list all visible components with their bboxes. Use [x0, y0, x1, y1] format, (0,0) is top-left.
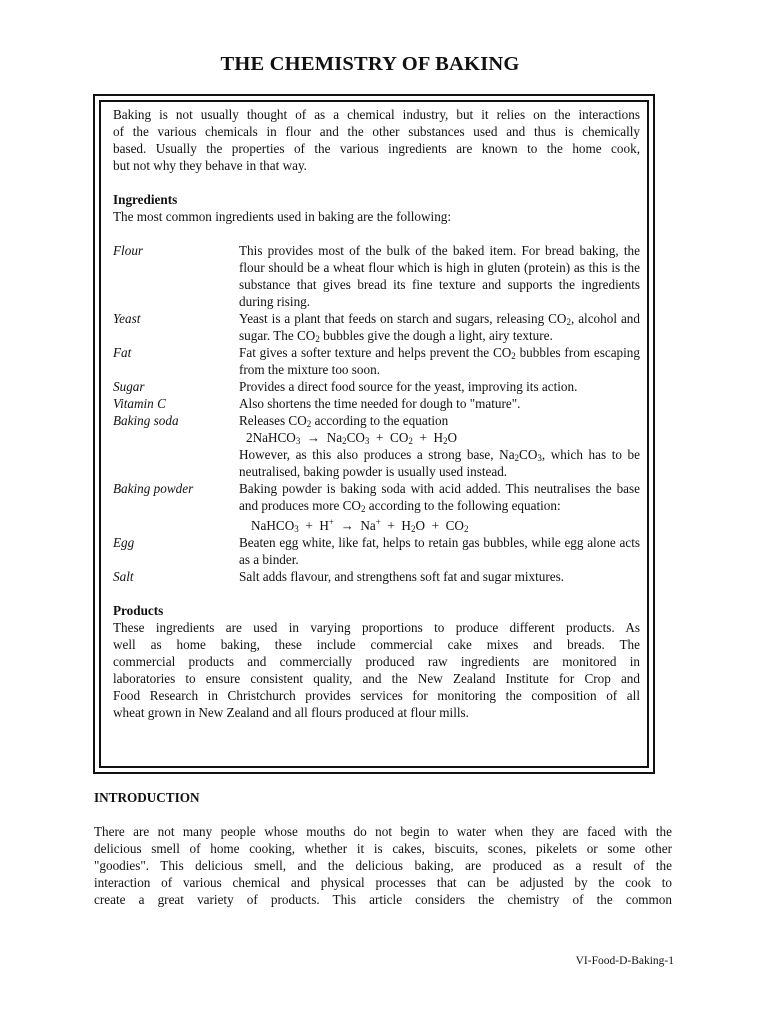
ingredient-row-yeast — [113, 310, 640, 344]
introduction-paragraph — [94, 823, 672, 908]
products-line: wheat grown in New Zealand and all flours produced at flour mills. — [113, 705, 469, 720]
ingredients-heading: Ingredients — [113, 192, 178, 207]
ingredient-term: Flour — [113, 243, 144, 258]
page-title: THE CHEMISTRY OF BAKING — [220, 53, 520, 75]
ingredients-intro: The most common ingredients used in baking are the following: — [113, 209, 452, 224]
ingredient-row-salt — [113, 568, 640, 585]
introduction-line: create a great variety of products. This article considers the chemistry of the common — [94, 892, 672, 907]
ingredient-desc: Also shortens the time needed for dough to "mature". — [239, 396, 521, 411]
intro-line: of the various chemicals in flour and the other substances used and thus is chemically — [113, 124, 640, 139]
introduction-line: There are not many people whose mouths do not begin to water when they are faced with the — [94, 824, 672, 839]
ingredient-term: Yeast — [113, 311, 141, 326]
ingredient-row-baking-powder — [113, 480, 640, 534]
ingredient-term: Fat — [113, 345, 132, 360]
ingredient-desc: Yeast is a plant that feeds on starch and sugars, releasing $CO_2$, alcohol and sugar. The $CO_2$ bubbles give the dough a light, airy texture. — [239, 311, 640, 344]
products-heading: Products — [113, 603, 164, 618]
ingredient-term: Egg — [113, 535, 135, 550]
ingredient-term: Sugar — [113, 379, 145, 394]
ingredient-row-egg — [113, 534, 640, 568]
products-line: These ingredients are used in varying proportions to produce different products. As — [113, 620, 640, 635]
ingredient-term: Baking soda — [113, 413, 179, 428]
ingredient-desc: Releases $CO_2$ according to the equation 2NaHCO$_3$ → $Na_2CO_3 + CO_2 + H_2O$ However, as this also produces a strong base, $Na_2CO_3$, which has to be neutralised, baking powder is usually used instead. — [239, 413, 640, 479]
ingredient-desc: Baking powder is baking soda with acid added. This neutralises the base and produces more $CO_2$ according to the following equation: NaHCO$_3$ + $H^+ \to Na^+ + H_2O + CO_2$ — [239, 481, 640, 534]
ingredient-row-fat — [113, 344, 640, 378]
intro-line: but not why they behave in that way. — [113, 158, 307, 173]
ingredient-row-vitamin-c — [113, 395, 640, 412]
products-line: well as home baking, these include commercial cake mixes and breads. The — [113, 637, 640, 652]
ingredient-desc: Provides a direct food source for the yeast, improving its action. — [239, 379, 578, 394]
ingredient-term: Vitamin C — [113, 396, 166, 411]
introduction-line: interaction of various chemical and physical processes that can be adjusted by the cook to — [94, 875, 672, 890]
ingredient-term: Salt — [113, 569, 134, 584]
introduction-line: delicious smell of home cooking, whether it is cakes, biscuits, scones, pikelets or some other — [94, 841, 672, 856]
page-footer: VI-Food-D-Baking-1 — [575, 955, 674, 967]
ingredient-desc: Fat gives a softer texture and helps prevent the $CO_2$ bubbles from escaping from the mixture too soon. — [239, 345, 640, 377]
introduction-heading: INTRODUCTION — [94, 790, 200, 805]
ingredient-row-flour — [113, 242, 640, 310]
summary-box — [113, 106, 640, 721]
products-line: Food Research in Christchurch provides services for monitoring the composition of all — [113, 688, 640, 703]
baking-soda-equation: 2NaHCO$_3$ → $Na_2CO_3 + CO_2 + H_2O$ — [246, 430, 458, 446]
products-line: commercial products and commercially produced raw ingredients are monitored in — [113, 654, 640, 669]
intro-paragraph — [113, 106, 640, 174]
ingredient-desc: This provides most of the bulk of the baked item. For bread baking, the flour should be a wheat flour which is high in gluten (protein) as this is the substance that gives bread its fine texture and supports the ingredients during rising. — [239, 243, 640, 309]
ingredient-row-baking-soda — [113, 412, 640, 480]
intro-line: Baking is not usually thought of as a chemical industry, but it relies on the interactions — [113, 107, 640, 122]
ingredient-desc: Salt adds flavour, and strengthens soft fat and sugar mixtures. — [239, 569, 565, 584]
products-line: laboratories to ensure consistent quality, and the New Zealand Institute for Crop and — [113, 671, 640, 686]
ingredient-term: Baking powder — [113, 481, 194, 496]
introduction-line: "goodies". This delicious smell, and the delicious baking, are produced as a result of the — [94, 858, 672, 873]
baking-powder-equation: NaHCO$_3$ + $H^+ \to Na^+ + H_2O + CO_2$ — [251, 517, 469, 534]
ingredient-row-sugar — [113, 378, 640, 395]
intro-line: based. Usually the properties of the various ingredients are known to the home cook, — [113, 141, 640, 156]
ingredient-desc: Beaten egg white, like fat, helps to retain gas bubbles, while egg alone acts as a binder. — [239, 535, 640, 567]
products-paragraph — [113, 619, 640, 721]
